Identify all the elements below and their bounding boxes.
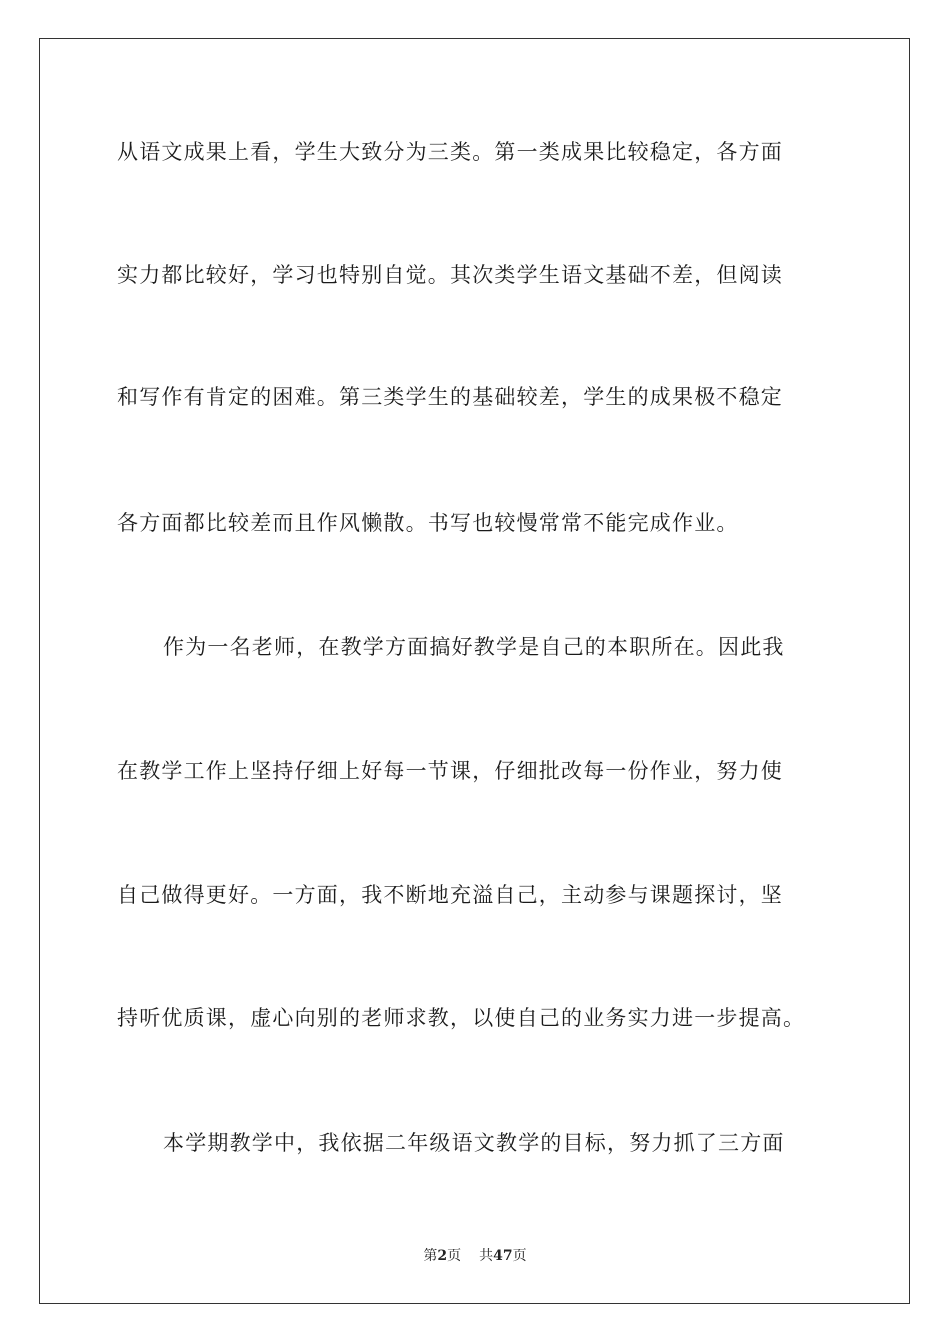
paragraph-start-line: 本学期教学中，我依据二年级语文教学的目标，努力抓了三方面	[163, 1131, 785, 1155]
text-line: 实力都比较好，学习也特别自觉。其次类学生语文基础不差，但阅读	[117, 263, 783, 287]
text-line: 持听优质课，虚心向别的老师求教，以使自己的业务实力进一步提高。	[117, 1006, 806, 1030]
page-footer	[0, 1246, 950, 1266]
text-line: 各方面都比较差而且作风懒散。书写也较慢常常不能完成作业。	[117, 511, 739, 535]
total-prefix: 共	[479, 1248, 494, 1264]
page-border	[39, 38, 910, 1304]
paragraph-start-line: 作为一名老师，在教学方面搞好教学是自己的本职所在。因此我	[163, 635, 785, 659]
page-prefix: 第	[423, 1248, 438, 1264]
text-line: 从语文成果上看，学生大致分为三类。第一类成果比较稳定，各方面	[117, 140, 783, 164]
total-pages: 47	[493, 1248, 513, 1264]
text-line: 和写作有肯定的困难。第三类学生的基础较差，学生的成果极不稳定	[117, 385, 783, 409]
total-suffix: 页	[512, 1248, 527, 1264]
text-line: 自己做得更好。一方面，我不断地充溢自己，主动参与课题探讨，坚	[117, 883, 783, 907]
page-suffix: 页	[447, 1248, 462, 1264]
text-line: 在教学工作上坚持仔细上好每一节课，仔细批改每一份作业，努力使	[117, 759, 783, 783]
page-number: 2	[437, 1248, 448, 1264]
